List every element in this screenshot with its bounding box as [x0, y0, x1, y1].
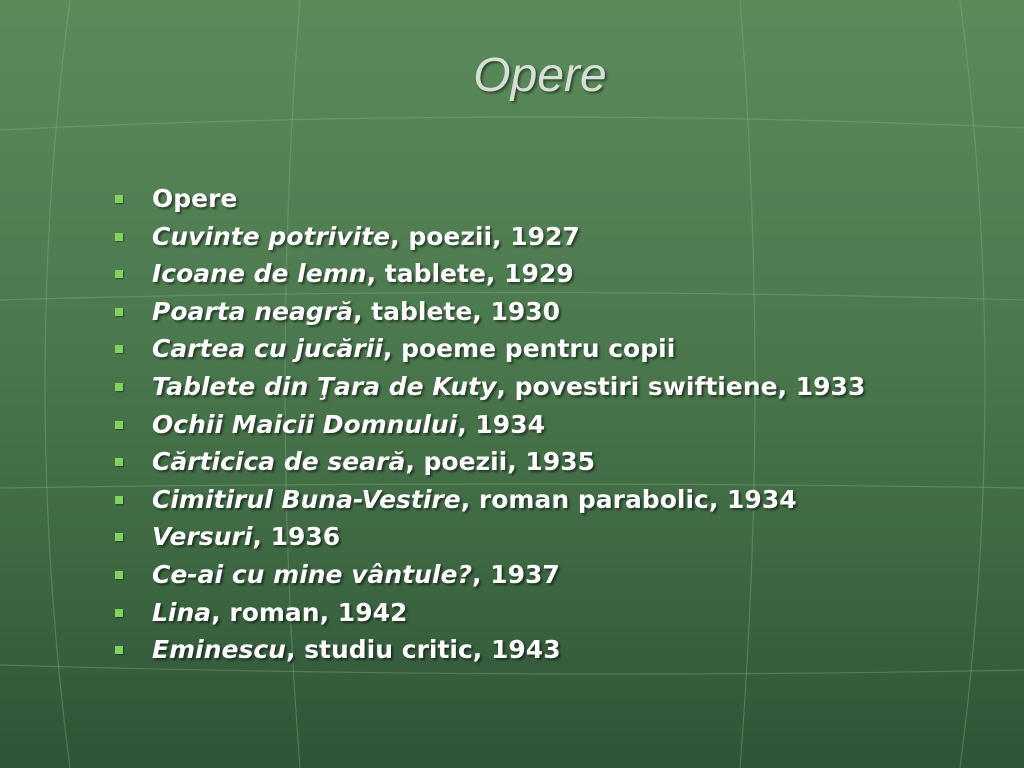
item-title: Icoane de lemn: [152, 259, 367, 289]
square-bullet-icon: [115, 571, 123, 579]
square-bullet-icon: [115, 609, 123, 617]
list-item: [112, 594, 865, 632]
square-bullet-icon: [115, 345, 123, 353]
square-bullet-icon: [115, 270, 123, 278]
item-details: , tablete, 1929: [366, 259, 574, 289]
item-details: , 1937: [471, 559, 560, 589]
square-bullet-icon: [115, 383, 123, 391]
list-item: [112, 255, 865, 293]
square-bullet-icon: [115, 233, 123, 241]
item-title: Cărticica de seară: [152, 447, 406, 477]
list-item: [112, 293, 865, 331]
item-title: Versuri: [152, 522, 253, 552]
item-title: Ochii Maicii Domnului: [152, 409, 458, 439]
item-title: Ce-ai cu mine vântule?: [152, 559, 472, 589]
item-details: , roman parabolic, 1934: [460, 484, 797, 514]
list-item: [112, 481, 865, 519]
square-bullet-icon: [115, 646, 123, 654]
list-item: [112, 180, 865, 218]
item-title: Cartea cu jucării: [152, 334, 383, 364]
item-title: Tablete din Ţara de Kuty: [152, 371, 497, 401]
item-details: , povestiri swiftiene, 1933: [496, 371, 866, 401]
list-item: [112, 368, 865, 406]
item-title: Poarta neagră: [152, 296, 353, 326]
square-bullet-icon: [115, 308, 123, 316]
list-item: [112, 443, 865, 481]
item-title: Cimitirul Buna-Vestire: [152, 484, 461, 514]
item-details: , poezii, 1927: [390, 221, 580, 251]
item-details: , 1934: [457, 409, 545, 439]
item-details: , tablete, 1930: [352, 296, 561, 326]
square-bullet-icon: [115, 458, 123, 466]
list-item: [112, 406, 865, 444]
square-bullet-icon: [115, 421, 123, 429]
square-bullet-icon: [115, 195, 123, 203]
slide-title: Opere: [473, 49, 607, 102]
item-details: , 1936: [252, 522, 341, 552]
item-details: , studiu critic, 1943: [285, 635, 561, 665]
square-bullet-icon: [115, 533, 123, 541]
square-bullet-icon: [115, 496, 123, 504]
works-list: [112, 180, 865, 669]
item-details: , roman, 1942: [211, 597, 408, 627]
list-item: [112, 330, 865, 368]
list-item: [112, 631, 865, 669]
list-item: [112, 518, 865, 556]
list-item: [112, 556, 865, 594]
item-title: Eminescu: [152, 635, 286, 665]
list-item: [112, 218, 865, 256]
item-details: , poeme pentru copii: [382, 334, 676, 364]
item-title: Lina: [152, 597, 212, 627]
item-title: Cuvinte potrivite: [152, 221, 391, 251]
item-details: , poezii, 1935: [405, 447, 596, 477]
item-details: Opere: [152, 184, 238, 213]
